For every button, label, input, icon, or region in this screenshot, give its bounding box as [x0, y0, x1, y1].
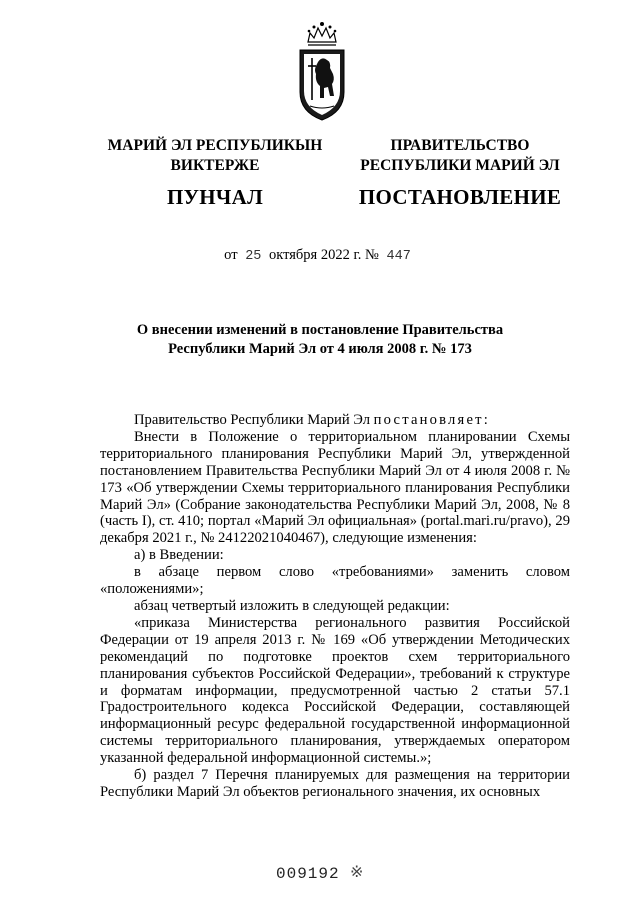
header-left-line2: ВИКТЕРЖЕ: [170, 157, 260, 174]
document-title-line1: О внесении изменений в постановление Правительства: [136, 322, 504, 338]
date-month-year: октября 2022 г. №: [269, 247, 379, 263]
header-left-line1: МАРИЙ ЭЛ РЕСПУБЛИКЫН: [107, 137, 323, 154]
body-paragraph-5: «приказа Министерства регионального развития Российской Федерации от 19 апреля 2013 г. № 169 «Об утверждении Методических рекомендаций по подготовке проектов схем территориального планирования субъектов Российской Федерации», требований к структуре и форматам информации, предусмотренной частью 2 статьи 57.1 Градостроительного кодекса Российской Федерации, составляющей информационный ресурс федеральной государственной информационной системы территориального планирования, утверждаемых оператором указанной федеральной информационной системы.»;: [100, 614, 570, 767]
body-paragraph-2: а) в Введении:: [134, 547, 224, 564]
page-code: 009192: [276, 865, 340, 883]
body-intro: [100, 412, 570, 429]
intro-text: Правительство Республики Марий Эл: [134, 412, 371, 428]
header-right: [345, 136, 575, 210]
body-paragraph-4: абзац четвертый изложить в следующей редакции:: [134, 597, 450, 614]
body-paragraph-3: в абзаце первом слово «требованиями» заменить словом «положениями»;: [100, 564, 570, 598]
coat-of-arms-emblem: [296, 18, 348, 122]
document-title-line2: Республики Марий Эл от 4 июля 2008 г. № 173: [168, 341, 472, 357]
header-right-line2: РЕСПУБЛИКИ МАРИЙ ЭЛ: [360, 157, 560, 174]
header-left-title: ПУНЧАЛ: [166, 185, 264, 209]
body-paragraph-6: б) раздел 7 Перечня планируемых для размещения на территории Республики Марий Эл объектов регионального значения, их основных: [100, 767, 570, 800]
footer-mark-icon: ※: [350, 864, 364, 881]
document-number: 447: [386, 249, 411, 264]
date-day: 25: [245, 249, 262, 264]
document-title: [110, 321, 530, 359]
date-number-line: [0, 247, 639, 264]
document-body: [100, 412, 570, 801]
intro-spaced-word: постановляет:: [373, 412, 490, 428]
header-right-title: ПОСТАНОВЛЕНИЕ: [358, 185, 562, 209]
header-left: [95, 136, 335, 210]
header-right-line1: ПРАВИТЕЛЬСТВО: [390, 137, 530, 154]
date-prefix: от: [224, 247, 238, 263]
body-paragraph-1: Внести в Положение о территориальном планировании Схемы территориального планирования Республики Марий Эл, утвержденной постановлением Правительства Республики Марий Эл от 4 июля 2008 г. № 173 «Об утверждении Схемы территориального планирования Республики Марий Эл» (Собрание законодательства Республики Марий Эл, 2008, № 8 (часть I), ст. 410; портал «Марий Эл официальная» (portal.mari.ru/pravo), 29 декабря 2021 г., № 24122021040467), следующие изменения:: [100, 428, 570, 547]
